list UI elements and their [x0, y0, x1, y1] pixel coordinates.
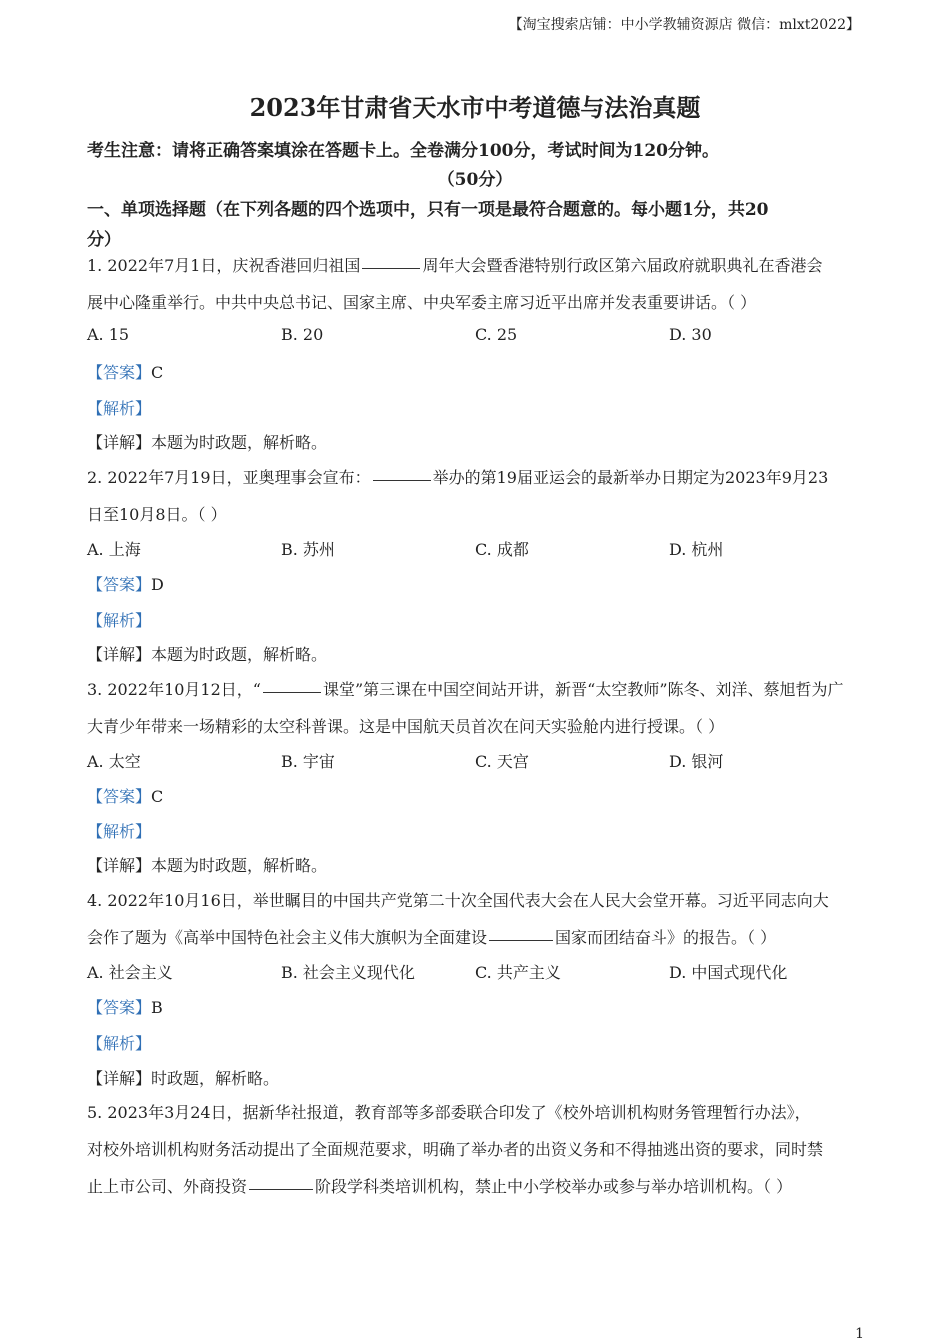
q2-answer: 【答案】D [87, 575, 164, 594]
q3-detail: 【详解】本题为时政题，解析略。 [87, 856, 328, 875]
q1-analysis-label: 【解析】 [87, 399, 152, 418]
question-2-line2: 日至10月8日。（ ） [87, 505, 227, 524]
page-title: 2023年甘肃省天水市中考道德与法治真题 [249, 93, 701, 122]
answer-blank [373, 479, 431, 481]
q4-answer: 【答案】B [87, 998, 163, 1017]
answer-blank [249, 1188, 313, 1190]
question-3-line1: 3. 2022年10月12日，“ 课堂”第三课在中国空间站开讲，新晋“太空教师”陈冬、刘洋、蔡旭哲为广 [87, 680, 844, 699]
answer-blank [263, 691, 321, 693]
q2-detail: 【详解】本题为时政题，解析略。 [87, 645, 328, 664]
q1-option-d: D. 30 [669, 325, 712, 344]
question-5-line1: 5. 2023年3月24日，据新华社报道，教育部等多部委联合印发了《校外培训机构财务管理暂行办法》， [87, 1103, 811, 1122]
q3-answer: 【答案】C [87, 787, 164, 806]
question-4-line1: 4. 2022年10月16日，举世瞩目的中国共产党第二十次全国代表大会在人民大会堂开幕。习近平同志向大 [87, 891, 829, 910]
q2-option-b: B. 苏州 [281, 540, 335, 559]
question-3-line2: 大青少年带来一场精彩的太空科普课。这是中国航天员首次在问天实验舱内进行授课。（ ） [87, 717, 725, 736]
question-5-line2: 对校外培训机构财务活动提出了全面规范要求，明确了举办者的出资义务和不得抽逃出资的要求，同时禁 [87, 1140, 824, 1159]
q3-option-b: B. 宇宙 [281, 752, 335, 771]
question-1-line1: 1. 2022年7月1日，庆祝香港回归祖国 周年大会暨香港特别行政区第六届政府就职典礼在香港会 [87, 256, 823, 275]
answer-blank [362, 267, 420, 269]
q4-option-b: B. 社会主义现代化 [281, 963, 415, 982]
section-heading-line1: 一、单项选择题（在下列各题的四个选项中，只有一项是最符合题意的。每小题1分，共20 [87, 200, 769, 220]
q4-option-a: A. 社会主义 [87, 963, 173, 982]
q4-analysis-label: 【解析】 [87, 1034, 152, 1053]
question-4-line2: 会作了题为《高举中国特色社会主义伟大旗帜为全面建设 国家而团结奋斗》的报告。（ ） [87, 928, 777, 947]
question-5-line3: 止上市公司、外商投资 阶段学科类培训机构，禁止中小学校举办或参与举办培训机构。（ ） [87, 1177, 793, 1196]
q3-option-d: D. 银河 [669, 752, 724, 771]
q2-analysis-label: 【解析】 [87, 611, 152, 630]
q1-detail: 【详解】本题为时政题，解析略。 [87, 433, 328, 452]
q1-option-a: A. 15 [87, 325, 130, 344]
q1-option-c: C. 25 [475, 325, 518, 344]
q3-option-c: C. 天宫 [475, 752, 529, 771]
page-number: 1 [855, 1326, 864, 1342]
section-heading-line2: 分） [87, 230, 121, 250]
question-1-line2: 展中心隆重举行。中共中央总书记、国家主席、中央军委主席习近平出席并发表重要讲话。（ ） [87, 293, 757, 312]
exam-notice: 考生注意：请将正确答案填涂在答题卡上。全卷满分100分，考试时间为120分钟。 [87, 141, 719, 161]
answer-blank [489, 939, 553, 941]
header-note: 【淘宝搜索店铺：中小学教辅资源店 微信：mlxt2022】 [508, 17, 860, 33]
q3-analysis-label: 【解析】 [87, 822, 152, 841]
question-2-line1: 2. 2022年7月19日，亚奥理事会宣布： 举办的第19届亚运会的最新举办日期定为2023年9月23 [87, 468, 829, 487]
q2-option-a: A. 上海 [87, 540, 141, 559]
q2-option-c: C. 成都 [475, 540, 529, 559]
q1-option-b: B. 20 [281, 325, 324, 344]
q3-option-a: A. 太空 [87, 752, 141, 771]
q1-answer: 【答案】C [87, 363, 164, 382]
q4-option-d: D. 中国式现代化 [669, 963, 788, 982]
q4-detail: 【详解】时政题，解析略。 [87, 1069, 280, 1088]
score-note: （50分） [437, 170, 513, 190]
q4-option-c: C. 共产主义 [475, 963, 561, 982]
q2-option-d: D. 杭州 [669, 540, 724, 559]
